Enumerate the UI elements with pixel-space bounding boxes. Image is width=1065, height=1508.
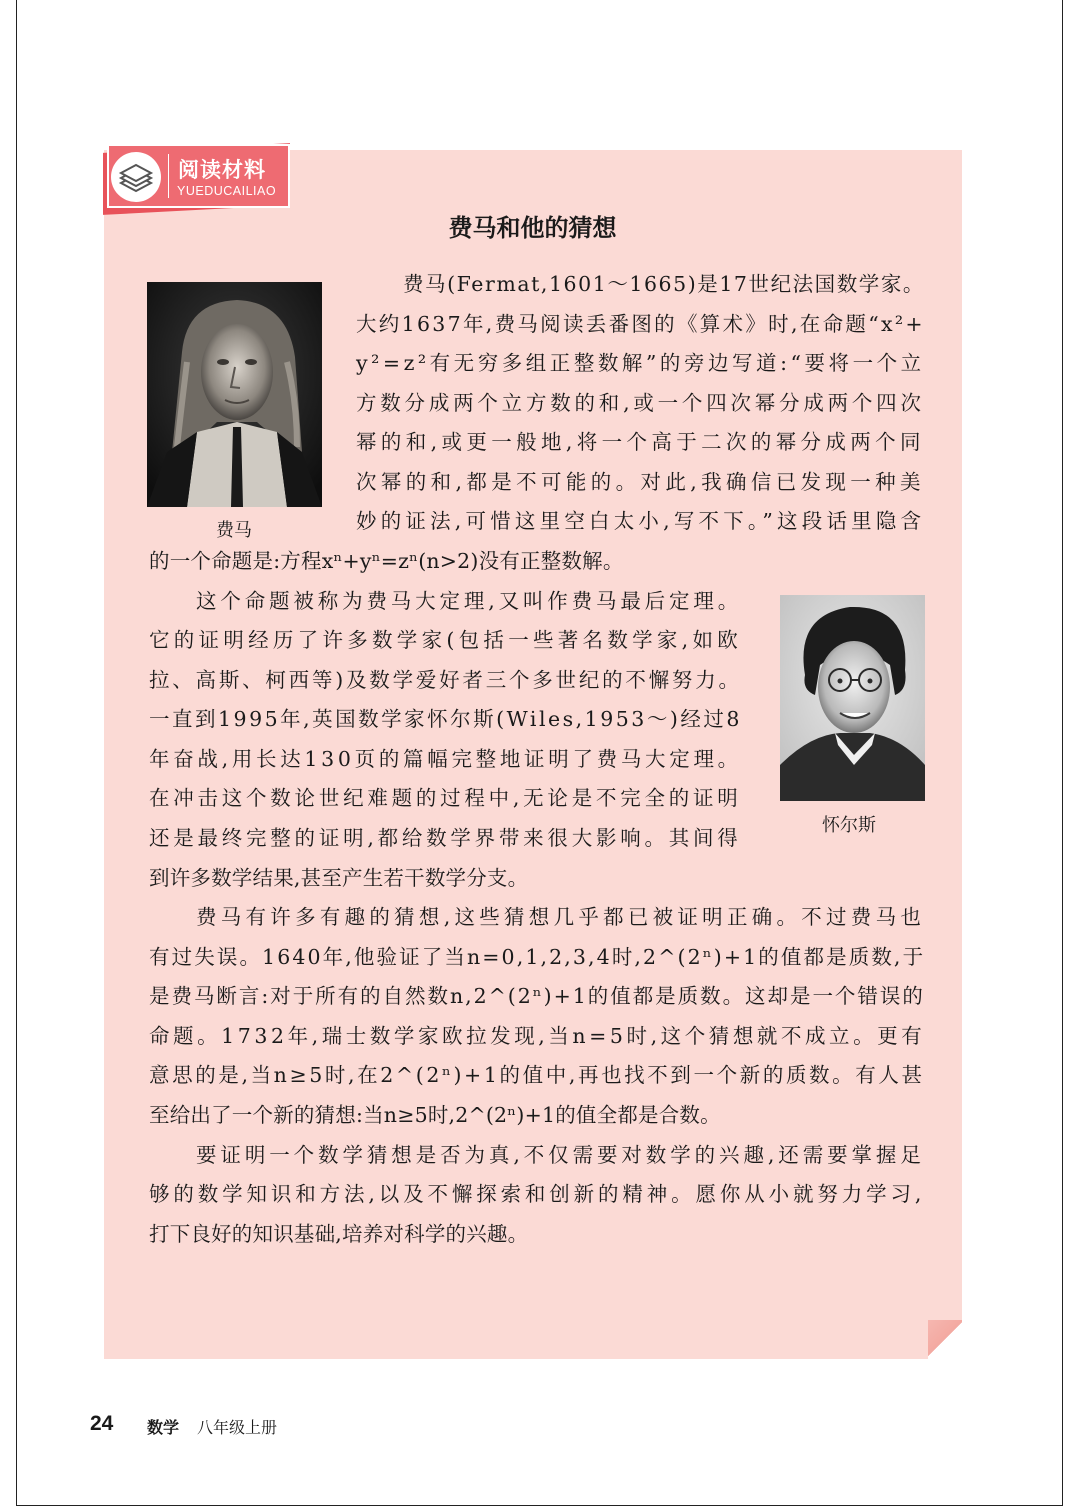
article-line: 打下良好的知识基础,培养对科学的兴趣。	[149, 1222, 529, 1246]
page-corner-fold	[928, 1320, 962, 1359]
article-title: 费马和他的猜想	[448, 213, 617, 242]
article-line: 一直到1995年,英国数学家怀尔斯(Wiles,1953～)经过8	[149, 707, 742, 731]
wiles-caption: 怀尔斯	[822, 815, 876, 836]
reading-material-tag	[103, 138, 291, 211]
article-line: 在冲击这个数论世纪难题的过程中,无论是不完全的证明	[149, 786, 742, 810]
article-line: 命题。1732年,瑞士数学家欧拉发现,当n=5时,这个猜想就不成立。更有	[149, 1024, 926, 1048]
footer-grade: 八年级上册	[197, 1418, 278, 1437]
article-line: 次幂的和,都是不可能的。对此,我确信已发现一种美	[356, 470, 925, 494]
article-line: 费马有许多有趣的猜想,这些猜想几乎都已被证明正确。不过费马也	[196, 905, 926, 929]
article-line: 这个命题被称为费马大定理,又叫作费马最后定理。	[196, 589, 743, 613]
article-line: 方数分成两个立方数的和,或一个四次幂分成两个四次	[356, 391, 925, 415]
article-line: 妙的证法,可惜这里空白太小,写不下。”这段话里隐含	[356, 509, 926, 533]
article-line: 的一个命题是:方程xⁿ+yⁿ=zⁿ(n>2)没有正整数解。	[149, 549, 624, 573]
tag-title: 阅读材料	[178, 158, 266, 182]
article-line: 年奋战,用长达130页的篇幅完整地证明了费马大定理。	[149, 747, 742, 771]
article-line: y²=z²有无穷多组正整数解”的旁边写道:“要将一个立	[356, 351, 925, 375]
tag-separator	[168, 154, 169, 198]
article-line: 够的数学知识和方法,以及不懈探索和创新的精神。愿你从小就努力学习,	[149, 1182, 926, 1206]
article-line: 是费马断言:对于所有的自然数n,2^(2ⁿ)+1的值都是质数。这却是一个错误的	[149, 984, 925, 1008]
tag-pinyin: YUEDUCAILIAO	[177, 184, 277, 198]
article-line: 有过失误。1640年,他验证了当n=0,1,2,3,4时,2^(2ⁿ)+1的值都是质数,于	[149, 945, 926, 969]
article-line: 至给出了一个新的猜想:当n≥5时,2^(2ⁿ)+1的值全都是合数。	[149, 1103, 721, 1127]
page-number: 24	[90, 1412, 114, 1435]
fermat-caption: 费马	[216, 520, 252, 541]
article-line: 还是最终完整的证明,都给数学界带来很大影响。其间得	[149, 826, 742, 850]
footer-subject: 数学	[147, 1418, 180, 1437]
article-line: 到许多数学结果,甚至产生若干数学分支。	[149, 866, 529, 890]
article-line: 拉、高斯、柯西等)及数学爱好者三个多世纪的不懈努力。	[149, 668, 742, 692]
article-line: 要证明一个数学猜想是否为真,不仅需要对数学的兴趣,还需要掌握足	[196, 1143, 925, 1167]
article-line: 大约1637年,费马阅读丢番图的《算术》时,在命题“x²+	[356, 312, 925, 336]
wiles-portrait	[780, 595, 925, 801]
article-line: 意思的是,当n≥5时,在2^(2ⁿ)+1的值中,再也找不到一个新的质数。有人甚	[149, 1063, 925, 1087]
article-line: 它的证明经历了许多数学家(包括一些著名数学家,如欧	[149, 628, 743, 652]
books-icon	[111, 152, 161, 202]
article-line: 费马(Fermat,1601～1665)是17世纪法国数学家。	[403, 272, 925, 296]
article-line: 幂的和,或更一般地,将一个高于二次的幂分成两个同	[356, 430, 925, 454]
fermat-portrait	[147, 282, 322, 507]
